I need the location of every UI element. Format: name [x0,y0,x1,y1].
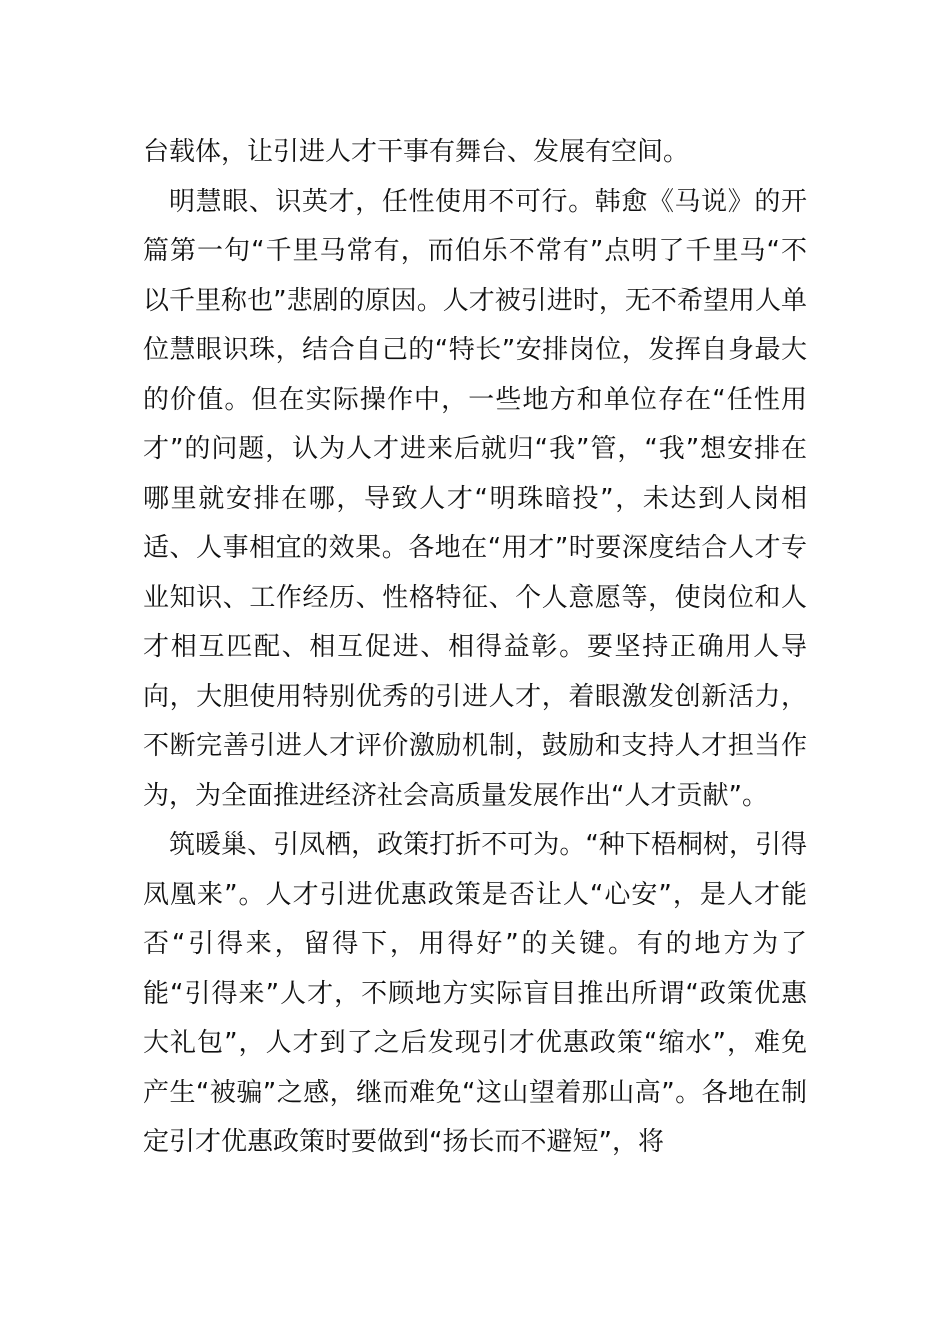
paragraph-talent-usage: 明慧眼、识英才，任性使用不可行。韩愈《马说》的开篇第一句“千里马常有，而伯乐不常有”点明了千里马“不以千里称也”悲剧的原因。人才被引进时，无不希望用人单位慧眼识珠，结合自己的“特长”安排岗位，发挥自身最大的价值。但在实际操作中，一些地方和单位存在“任性用才”的问题，认为人才进来后就归“我”管，“我”想安排在哪里就安排在哪，导致人才“明珠暗投”，未达到人岗相适、人事相宜的效果。各地在“用才”时要深度结合人才专业知识、工作经历、性格特征、个人意愿等，使岗位和人才相互匹配、相互促进、相得益彰。要坚持正确用人导向，大胆使用特别优秀的引进人才，着眼激发创新活力，不断完善引进人才评价激励机制，鼓励和支持人才担当作为，为全面推进经济社会高质量发展作出“人才贡献”。 [143,186,807,811]
paragraph-continuation: 台载体，让引进人才干事有舞台、发展有空间。 [143,137,690,167]
document-body [143,128,807,1168]
paragraph-talent-policy: 筑暖巢、引凤栖，政策打折不可为。“种下梧桐树，引得凤凰来”。人才引进优惠政策是否让人“心安”，是人才能否“引得来，留得下，用得好”的关键。有的地方为了能“引得来”人才，不顾地方实际盲目推出所谓“政策优惠大礼包”，人才到了之后发现引才优惠政策“缩水”，难免产生“被骗”之感，继而难免“这山望着那山高”。各地在制定引才优惠政策时要做到“扬长而不避短”，将 [143,830,807,1157]
